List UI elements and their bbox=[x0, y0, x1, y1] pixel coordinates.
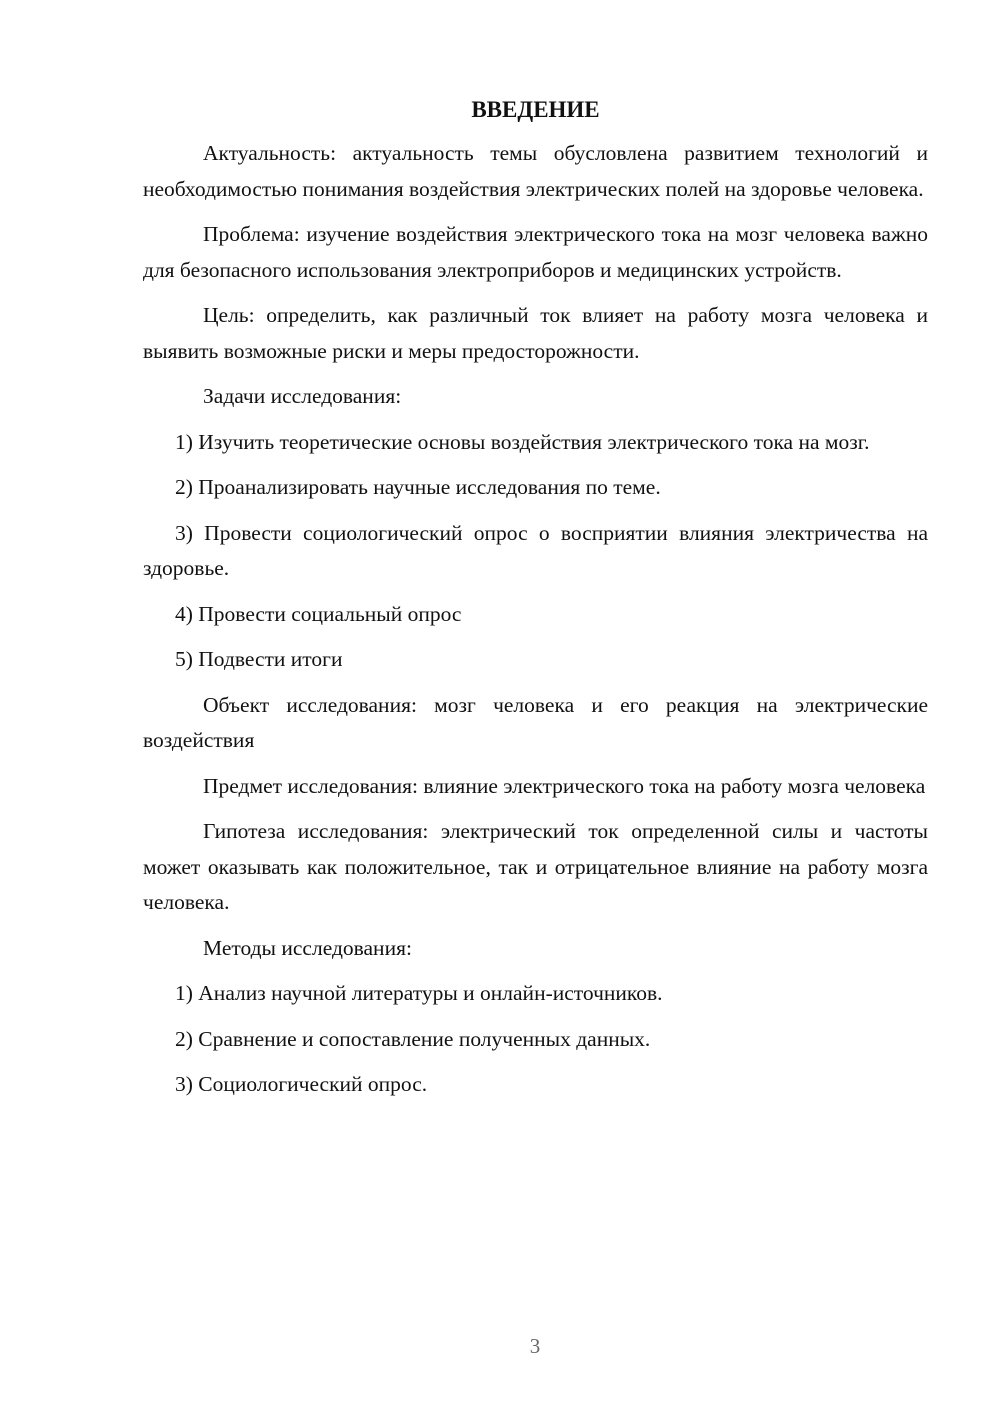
paragraph-relevance: Актуальность: актуальность темы обусловлена развитием технологий и необходимостью понимания воздействия электрических полей на здоровье человека. bbox=[143, 141, 928, 201]
task-item-4: 4) Провести социальный опрос bbox=[175, 601, 462, 626]
method-item-1: 1) Анализ научной литературы и онлайн-источников. bbox=[175, 981, 663, 1005]
page-content bbox=[143, 92, 928, 1113]
paragraph-hypothesis: Гипотеза исследования: электрический ток определенной силы и частоты может оказывать как положительное, так и отрицательное влияние на работу мозга человека. bbox=[143, 819, 928, 914]
paragraph-subject: Предмет исследования: влияние электрического тока на работу мозга человека bbox=[203, 773, 926, 798]
method-item-3: 3) Социологический опрос. bbox=[175, 1072, 428, 1096]
method-item-2: 2) Сравнение и сопоставление полученных данных. bbox=[175, 1026, 651, 1051]
paragraph-goal: Цель: определить, как различный ток влияет на работу мозга человека и выявить возможные риски и меры предосторожности. bbox=[143, 303, 928, 363]
paragraph-methods-title: Методы исследования: bbox=[203, 935, 412, 960]
paragraph-object: Объект исследования: мозг человека и его реакция на электрические воздействия bbox=[143, 692, 928, 752]
task-item-5: 5) Подвести итоги bbox=[175, 647, 343, 671]
task-item-2: 2) Проанализировать научные исследования по теме. bbox=[175, 475, 661, 499]
task-item-3: 3) Провести социологический опрос о восприятии влияния электричества на здоровье. bbox=[143, 520, 928, 580]
paragraph-tasks-title: Задачи исследования: bbox=[203, 384, 402, 408]
paragraph-problem: Проблема: изучение воздействия электрического тока на мозг человека важно для безопасного использования электроприборов и медицинских устройств. bbox=[143, 222, 928, 282]
section-heading: ВВЕДЕНИЕ bbox=[471, 97, 600, 122]
page-number: 3 bbox=[529, 1334, 541, 1358]
task-item-1: 1) Изучить теоретические основы воздействия электрического тока на мозг. bbox=[175, 429, 870, 454]
